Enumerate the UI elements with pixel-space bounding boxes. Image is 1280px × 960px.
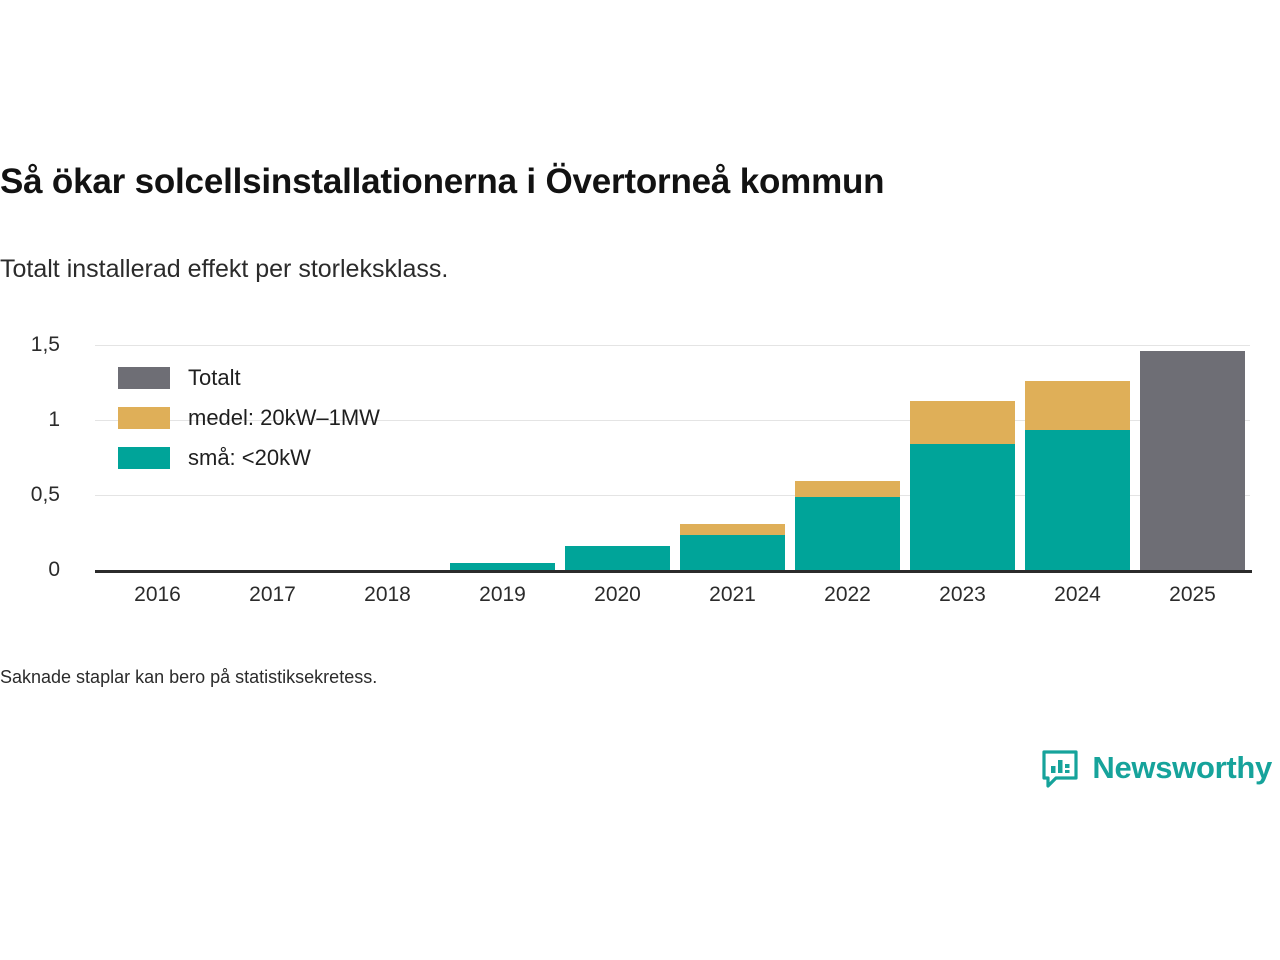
bar-2021[interactable] bbox=[680, 524, 785, 570]
y-tick-label-0: 0 bbox=[48, 558, 60, 581]
bar-segment-sma-2022 bbox=[795, 497, 900, 570]
bar-2023[interactable] bbox=[910, 401, 1015, 570]
legend-swatch-medel bbox=[118, 407, 170, 429]
bar-2020[interactable] bbox=[565, 546, 670, 570]
chart-footnote: Saknade staplar kan bero på statistiksekretess. bbox=[0, 667, 378, 687]
x-tick-label-2016: 2016 bbox=[134, 583, 181, 606]
x-tick-label-2019: 2019 bbox=[479, 583, 526, 606]
legend-item-medel[interactable] bbox=[118, 398, 380, 438]
bar-segment-sma-2021 bbox=[680, 535, 785, 570]
bar-segment-sma-2023 bbox=[910, 444, 1015, 570]
x-tick-label-2020: 2020 bbox=[594, 583, 641, 606]
bar-2025[interactable] bbox=[1140, 351, 1245, 570]
bar-segment-medel-2023 bbox=[910, 401, 1015, 444]
x-tick-label-2018: 2018 bbox=[364, 583, 411, 606]
bar-segment-sma-2020 bbox=[565, 546, 670, 570]
y-tick-label-0_5: 0,5 bbox=[30, 483, 60, 506]
bar-segment-medel-2021 bbox=[680, 524, 785, 535]
y-tick-label-1: 1 bbox=[48, 408, 60, 431]
bar-2022[interactable] bbox=[795, 481, 900, 570]
bar-segment-sma-2024 bbox=[1025, 430, 1130, 570]
legend-swatch-totalt bbox=[118, 367, 170, 389]
page-subtitle: Totalt installerad effekt per storleksklass. bbox=[0, 255, 449, 283]
bar-2019[interactable] bbox=[450, 563, 555, 570]
x-tick-label-2017: 2017 bbox=[249, 583, 296, 606]
bar-segment-medel-2024 bbox=[1025, 381, 1130, 430]
chart-legend bbox=[118, 358, 380, 478]
x-tick-label-2024: 2024 bbox=[1054, 583, 1101, 606]
bar-segment-totalt-2025 bbox=[1140, 351, 1245, 570]
legend-swatch-sma bbox=[118, 447, 170, 469]
newsworthy-logo[interactable] bbox=[1040, 748, 1272, 788]
x-tick-label-2022: 2022 bbox=[824, 583, 871, 606]
x-tick-label-2025: 2025 bbox=[1169, 583, 1216, 606]
bar-segment-medel-2022 bbox=[795, 481, 900, 497]
legend-item-totalt[interactable] bbox=[118, 358, 380, 398]
y-tick-label-1_5: 1,5 bbox=[30, 333, 60, 356]
bar-segment-sma-2019 bbox=[450, 563, 555, 570]
x-tick-label-2023: 2023 bbox=[939, 583, 986, 606]
legend-label-medel: medel: 20kW–1MW bbox=[188, 405, 380, 430]
bar-2024[interactable] bbox=[1025, 381, 1130, 570]
legend-label-sma: små: <20kW bbox=[188, 445, 311, 470]
bar-chart-bubble-icon bbox=[1040, 748, 1080, 788]
bar-chart bbox=[0, 325, 1256, 625]
x-tick-label-2021: 2021 bbox=[709, 583, 756, 606]
legend-item-sma[interactable] bbox=[118, 438, 380, 478]
logo-text: Newsworthy bbox=[1092, 750, 1272, 785]
legend-label-totalt: Totalt bbox=[188, 365, 241, 390]
page-title: Så ökar solcellsinstallationerna i Övertorneå kommun bbox=[0, 162, 885, 201]
